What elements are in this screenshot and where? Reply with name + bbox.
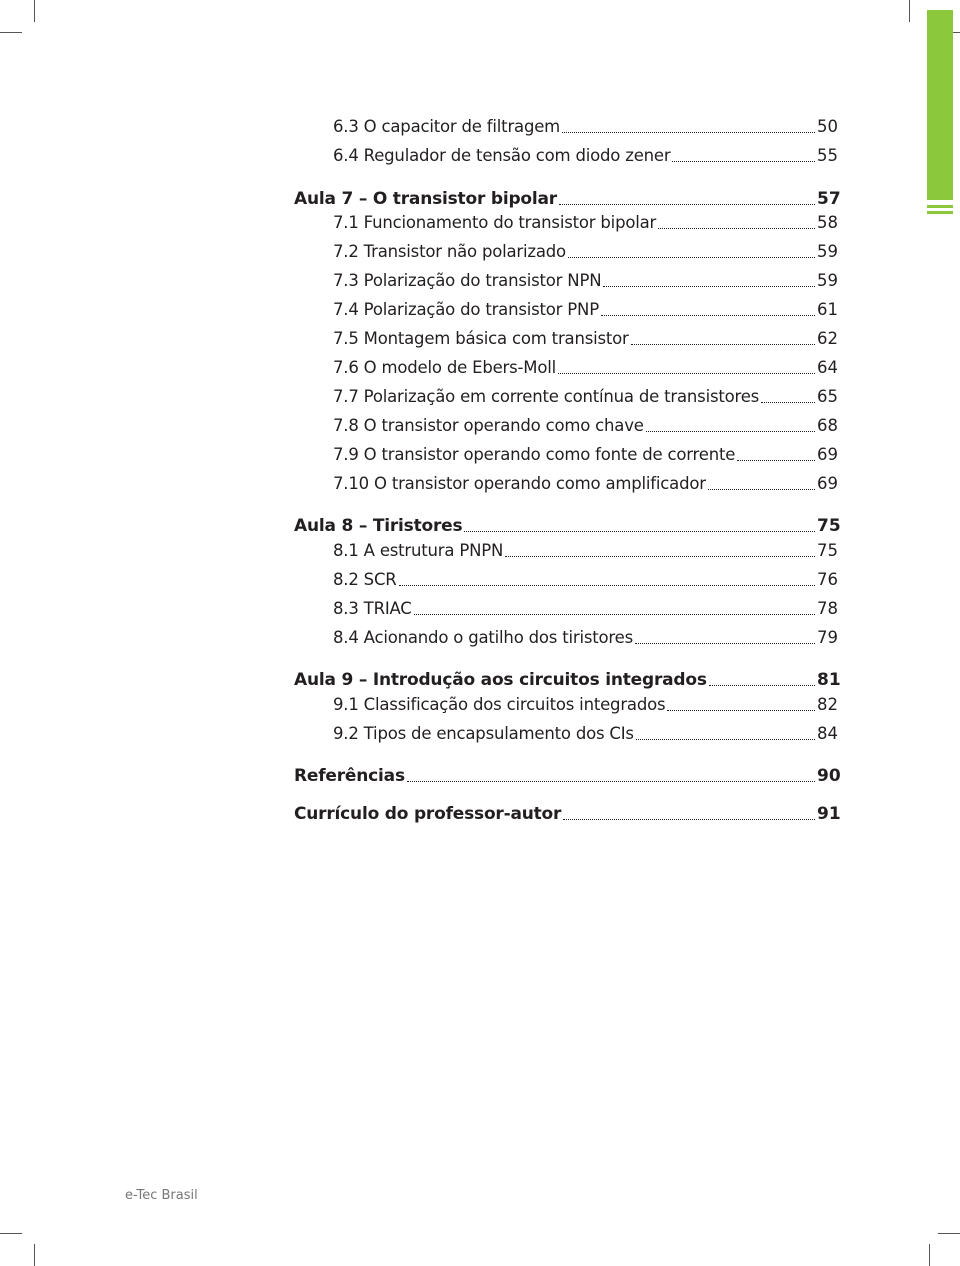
crop-mark (0, 1233, 22, 1234)
toc-entry-title: 7.9 O transistor operando como fonte de corrente (333, 445, 736, 464)
toc-entry[interactable] (0, 443, 960, 467)
toc-entry-title: 8.3 TRIAC (333, 599, 412, 618)
crop-mark (34, 1244, 35, 1266)
toc-entry-title: 8.2 SCR (333, 570, 397, 589)
dot-leader (407, 781, 815, 782)
toc-entry-page: 62 (817, 329, 838, 348)
crop-mark (0, 32, 22, 33)
toc-entry-title: 7.4 Polarização do transistor PNP (333, 300, 599, 319)
toc-entry-title: 7.3 Polarização do transistor NPN (333, 271, 602, 290)
toc-entry[interactable] (0, 722, 960, 746)
toc-entry-title: 7.5 Montagem básica com transistor (333, 329, 629, 348)
toc-entry-page: 90 (817, 766, 841, 786)
toc-entry[interactable] (0, 514, 960, 538)
toc-entry[interactable] (0, 298, 960, 322)
toc-entry-title: Aula 8 – Tiristores (294, 516, 463, 536)
toc-entry-page: 78 (817, 599, 838, 618)
dot-leader (761, 402, 815, 403)
toc-entry[interactable] (0, 693, 960, 717)
crop-mark (929, 1244, 930, 1266)
dot-leader (603, 286, 815, 287)
toc-entry-page: 50 (817, 117, 838, 136)
toc-entry[interactable] (0, 802, 960, 826)
toc-entry[interactable] (0, 187, 960, 211)
toc-entry-page: 65 (817, 387, 838, 406)
toc-entry-title: 9.1 Classificação dos circuitos integrados (333, 695, 666, 714)
dot-leader (672, 161, 815, 162)
toc-entry-title: 6.3 O capacitor de filtragem (333, 117, 561, 136)
dot-leader (559, 204, 815, 205)
toc-entry[interactable] (0, 144, 960, 168)
toc-entry-title: 7.6 O modelo de Ebers-Moll (333, 358, 556, 377)
toc-entry[interactable] (0, 385, 960, 409)
toc-entry-page: 82 (817, 695, 838, 714)
toc-entry-title: 7.1 Funcionamento do transistor bipolar (333, 213, 657, 232)
toc-entry-page: 64 (817, 358, 838, 377)
dot-leader (636, 739, 815, 740)
toc-entry-title: 8.4 Acionando o gatilho dos tiristores (333, 628, 633, 647)
toc-entry-title: Aula 9 – Introdução aos circuitos integrados (294, 670, 707, 690)
dot-leader (399, 585, 815, 586)
crop-mark (909, 0, 910, 22)
toc-entry-page: 57 (817, 189, 841, 209)
toc-entry-title: 7.8 O transistor operando como chave (333, 416, 644, 435)
dot-leader (601, 315, 815, 316)
toc-entry[interactable] (0, 211, 960, 235)
toc-entry-title: 7.7 Polarização em corrente contínua de transistores (333, 387, 760, 406)
toc-entry-page: 59 (817, 242, 838, 261)
toc-entry-page: 75 (817, 541, 838, 560)
dot-leader (708, 489, 815, 490)
toc-entry[interactable] (0, 764, 960, 788)
toc-entry-page: 75 (817, 516, 841, 536)
crop-mark (938, 1233, 960, 1234)
dot-leader (737, 460, 815, 461)
toc-entry-page: 79 (817, 628, 838, 647)
toc-entry-page: 59 (817, 271, 838, 290)
dot-leader (646, 431, 815, 432)
dot-leader (562, 132, 815, 133)
toc-entry-page: 81 (817, 670, 841, 690)
toc-entry[interactable] (0, 597, 960, 621)
dot-leader (568, 257, 815, 258)
toc-entry[interactable] (0, 668, 960, 692)
toc-entry-page: 58 (817, 213, 838, 232)
toc-entry-title: 9.2 Tipos de encapsulamento dos CIs (333, 724, 634, 743)
toc-entry[interactable] (0, 568, 960, 592)
toc-entry-title: 7.2 Transistor não polarizado (333, 242, 566, 261)
toc-entry-title: Currículo do professor-autor (294, 804, 562, 824)
dot-leader (464, 531, 815, 532)
toc-entry[interactable] (0, 115, 960, 139)
dot-leader (558, 373, 815, 374)
dot-leader (709, 685, 815, 686)
toc-entry[interactable] (0, 356, 960, 380)
toc-entry-title: Referências (294, 766, 405, 786)
crop-mark (34, 0, 35, 22)
toc-entry-title: Aula 7 – O transistor bipolar (294, 189, 557, 209)
toc-entry-title: 8.1 A estrutura PNPN (333, 541, 504, 560)
toc-entry-page: 69 (817, 445, 838, 464)
toc-entry-title: 7.10 O transistor operando como amplificador (333, 474, 706, 493)
toc-entry[interactable] (0, 414, 960, 438)
dot-leader (635, 643, 815, 644)
dot-leader (505, 556, 815, 557)
dot-leader (563, 819, 815, 820)
toc-entry-title: 6.4 Regulador de tensão com diodo zener (333, 146, 671, 165)
toc-entry-page: 91 (817, 804, 841, 824)
toc-entry-page: 69 (817, 474, 838, 493)
toc-entry[interactable] (0, 626, 960, 650)
toc-entry[interactable] (0, 327, 960, 351)
toc-entry-page: 68 (817, 416, 838, 435)
toc-entry-page: 61 (817, 300, 838, 319)
footer-label: e-Tec Brasil (125, 1188, 198, 1203)
toc-entry[interactable] (0, 539, 960, 563)
dot-leader (631, 344, 815, 345)
chapter-tab-marker (927, 10, 953, 200)
toc-entry[interactable] (0, 269, 960, 293)
toc-entry-page: 76 (817, 570, 838, 589)
toc-entry-page: 55 (817, 146, 838, 165)
toc-entry-page: 84 (817, 724, 838, 743)
toc-entry[interactable] (0, 472, 960, 496)
dot-leader (414, 614, 815, 615)
dot-leader (658, 228, 815, 229)
toc-entry[interactable] (0, 240, 960, 264)
dot-leader (667, 710, 815, 711)
